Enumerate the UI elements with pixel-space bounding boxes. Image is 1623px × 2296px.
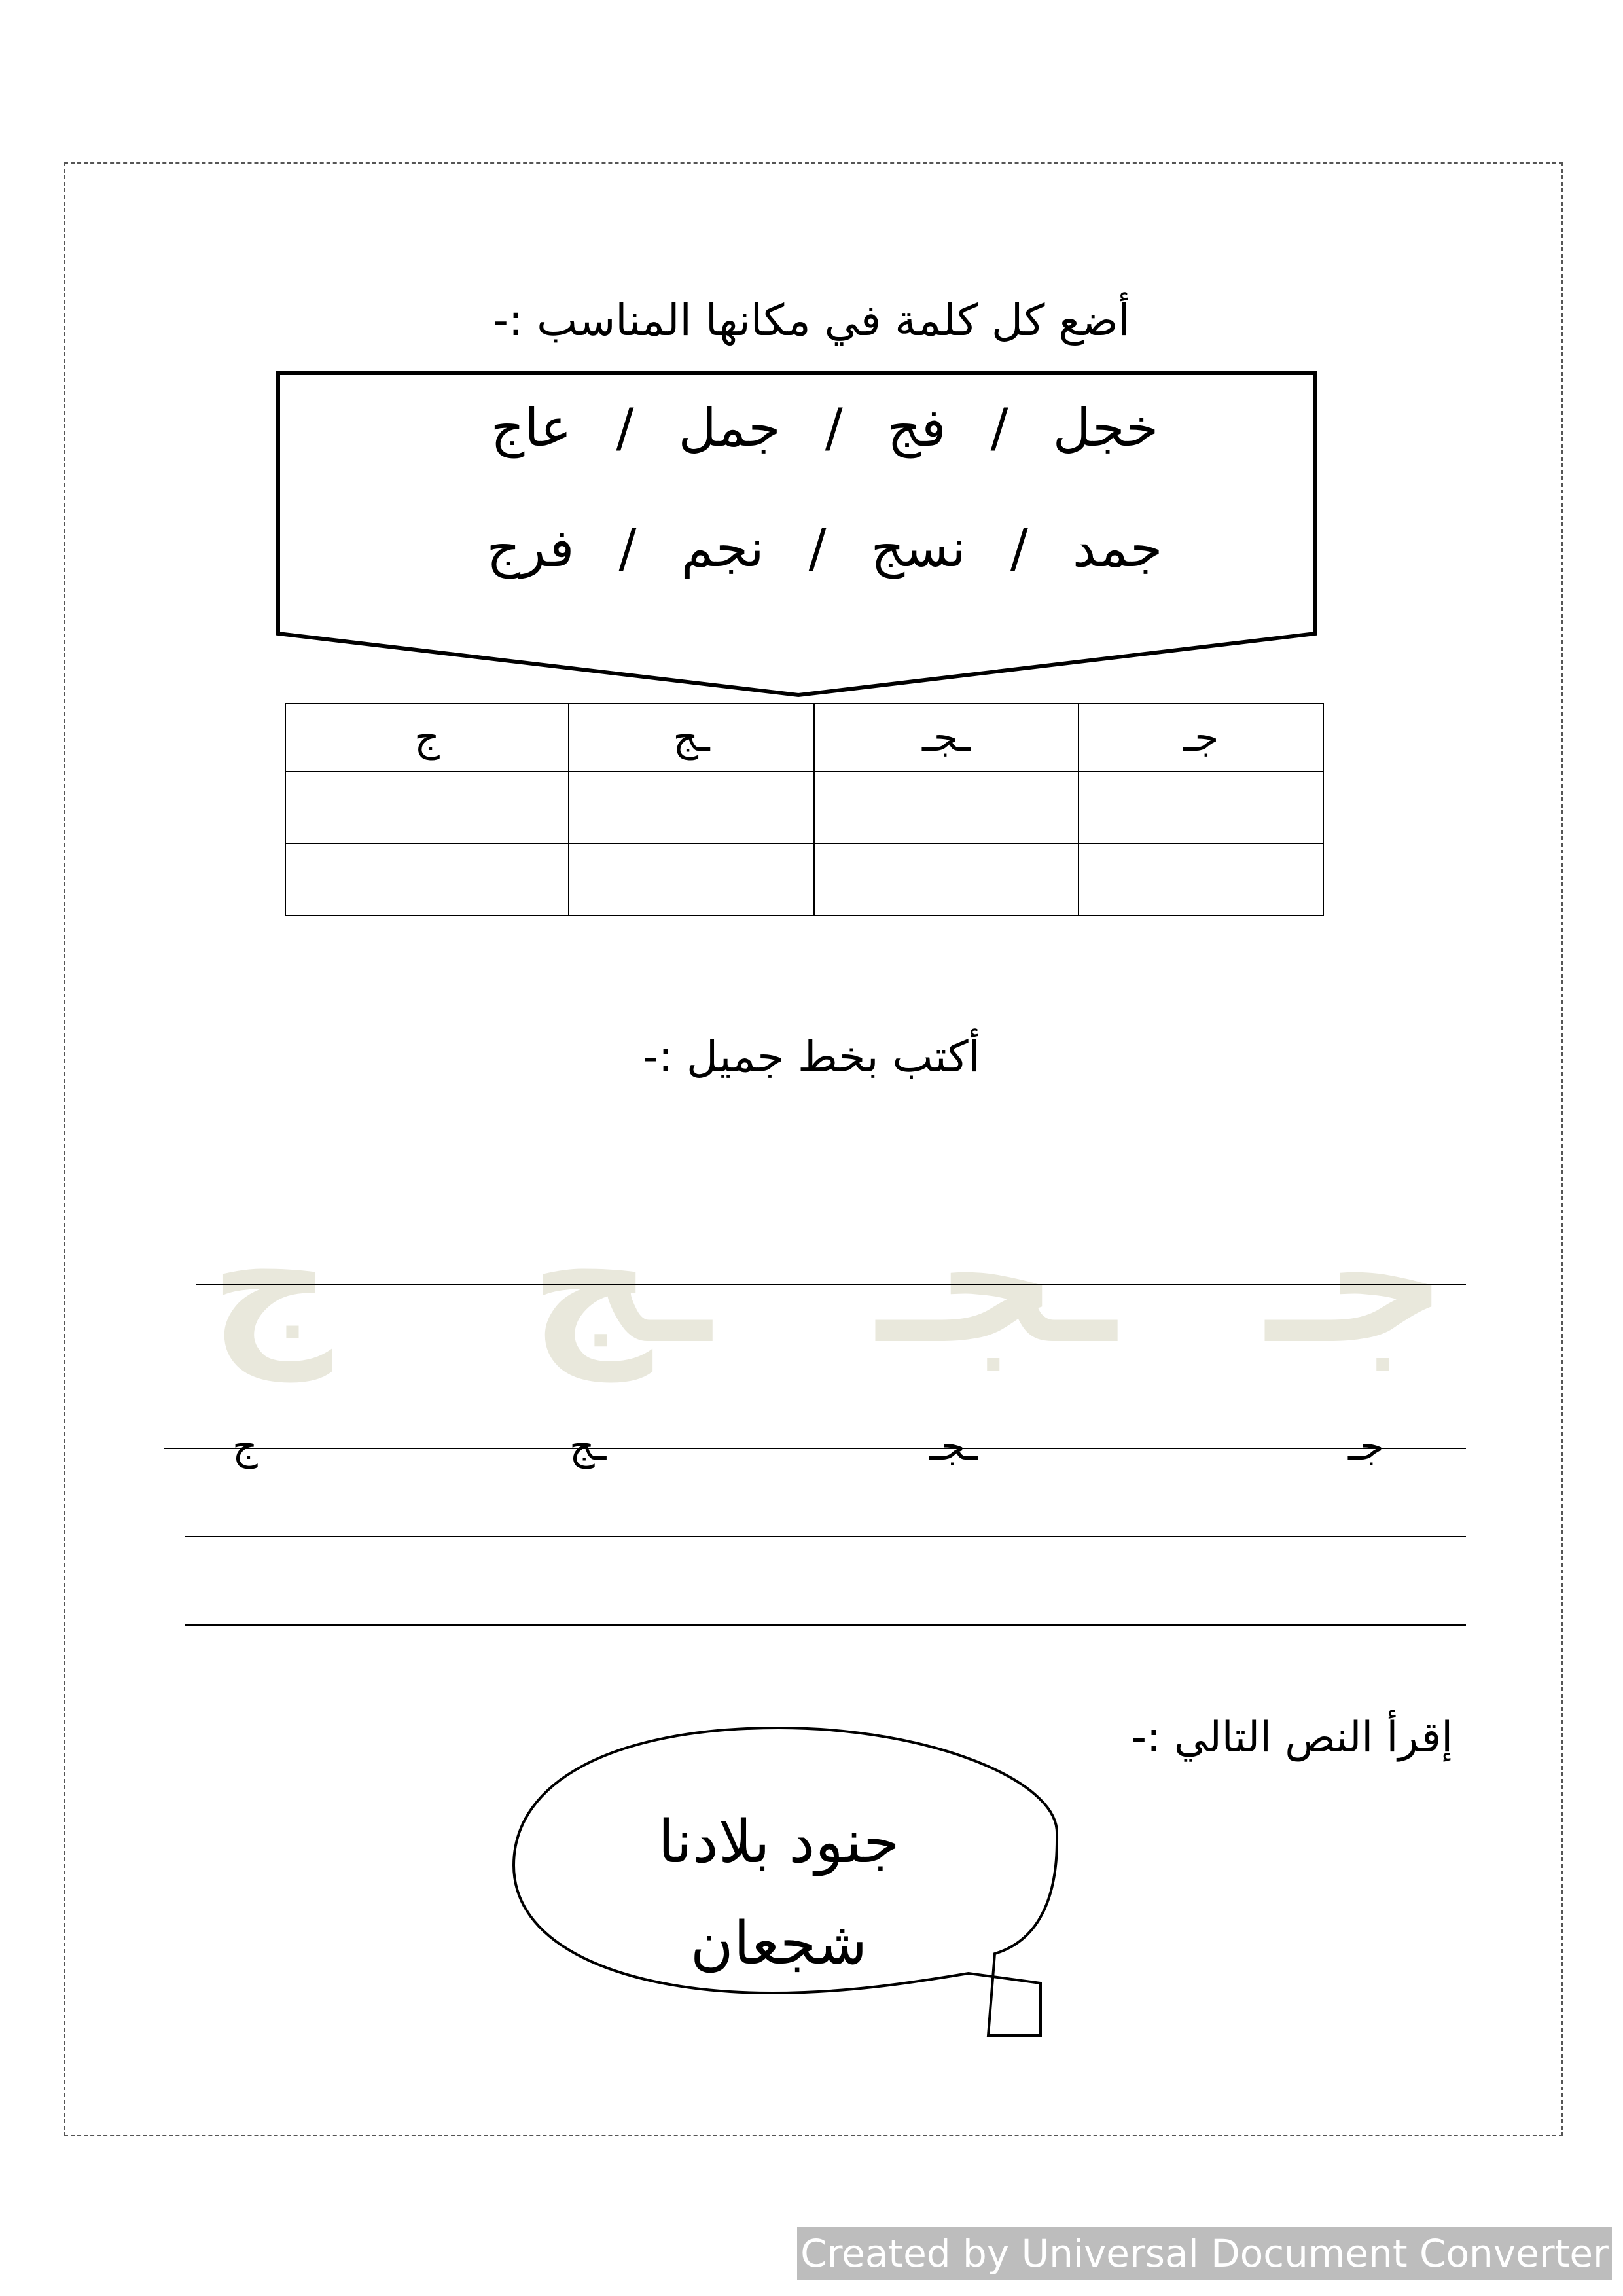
separator: /	[616, 397, 634, 458]
word: نسج	[870, 518, 966, 579]
writing-line	[164, 1448, 1466, 1449]
word: جمل	[678, 397, 781, 458]
letter-forms-table	[285, 703, 1324, 916]
table-header-row	[285, 704, 1323, 772]
ghost-letter-final: ـج	[530, 1184, 711, 1382]
model-letter-final: ـج	[569, 1424, 607, 1469]
word: نجم	[681, 518, 764, 579]
converter-watermark: Created by Universal Document Converter	[797, 2227, 1612, 2280]
word-bank-row-2	[432, 509, 1217, 588]
header-isolated: ج	[285, 704, 569, 772]
bubble-line-1: جنود بلادنا	[658, 1808, 900, 1876]
ghost-letter-medial: ـجـ	[877, 1184, 1116, 1382]
table-row	[285, 772, 1323, 844]
ghost-letter-isolated: ج	[209, 1184, 332, 1382]
separator: /	[1010, 518, 1028, 579]
answer-cell[interactable]	[1079, 844, 1323, 916]
instruction-place-words: أضع كل كلمة في مكانها المناسب :-	[493, 295, 1130, 346]
model-letter-medial: ـجـ	[929, 1424, 978, 1469]
answer-cell[interactable]	[814, 844, 1079, 916]
writing-line	[185, 1536, 1466, 1537]
instruction-read-text: إقرأ النص التالي :-	[1131, 1713, 1453, 1762]
separator: /	[618, 518, 637, 579]
word-bank-row-1	[366, 389, 1283, 467]
answer-cell[interactable]	[285, 772, 569, 844]
writing-line	[196, 1284, 1466, 1285]
answer-cell[interactable]	[814, 772, 1079, 844]
header-medial: ـجـ	[814, 704, 1079, 772]
answer-cell[interactable]	[569, 772, 814, 844]
model-letter-isolated: ج	[232, 1424, 258, 1469]
word: جمد	[1072, 518, 1163, 579]
word: فج	[887, 397, 946, 458]
header-initial: جـ	[1079, 704, 1323, 772]
table-row	[285, 844, 1323, 916]
separator: /	[990, 397, 1008, 458]
bubble-line-2: شجعان	[690, 1909, 868, 1978]
writing-line	[185, 1624, 1466, 1626]
ghost-letter-initial: جـ	[1266, 1184, 1448, 1382]
word: خجل	[1052, 397, 1159, 458]
model-letter-initial: جـ	[1348, 1424, 1384, 1469]
word: عاج	[490, 397, 572, 458]
word: فرج	[486, 518, 575, 579]
instruction-write-neatly: أكتب بخط جميل :-	[643, 1031, 980, 1082]
separator: /	[825, 397, 843, 458]
answer-cell[interactable]	[1079, 772, 1323, 844]
answer-cell[interactable]	[569, 844, 814, 916]
header-final: ـج	[569, 704, 814, 772]
separator: /	[808, 518, 827, 579]
answer-cell[interactable]	[285, 844, 569, 916]
